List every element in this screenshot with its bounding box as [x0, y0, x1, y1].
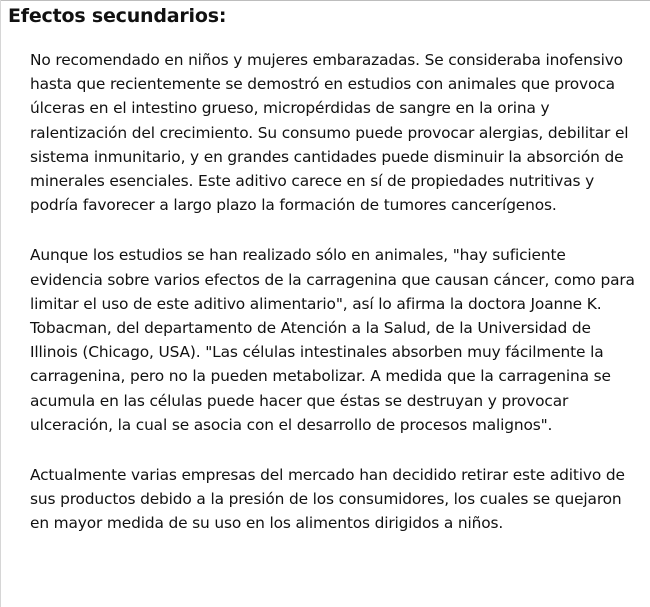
top-divider	[0, 0, 650, 1]
paragraph-companies: Actualmente varias empresas del mercado han decidido retirar este aditivo de sus productos debido a la presión de los consumidores, los cuales se quejaron en mayor medida de su uso en los alimentos dirigidos a niños.	[30, 466, 625, 533]
left-divider	[0, 0, 1, 607]
paragraph-studies-quote: Aunque los estudios se han realizado sólo en animales, "hay suficiente evidencia sobre varios efectos de la carragenina que causan cáncer, como para limitar el uso de este aditivo alimentario", así lo afirma la doctora Joanne K. Tobacman, del departamento de Atención a la Salud, de la Universidad de Illinois (Chicago, USA). "Las células intestinales absorben muy fácilmente la carragenina, pero no la pueden metabolizar. A medida que la carragenina se acumula en las células puede hacer que éstas se destruyan y provocar ulceración, la cual se asocia con el desarrollo de procesos malignos".	[30, 246, 635, 434]
section-heading: Efectos secundarios:	[8, 5, 227, 27]
paragraph-side-effects: No recomendado en niños y mujeres embarazadas. Se consideraba inofensivo hasta que recientemente se demostró en estudios con animales que provoca úlceras en el intestino grueso, micropérdidas de sangre en la orina y ralentización del crecimiento. Su consumo puede provocar alergias, debilitar el sistema inmunitario, y en grandes cantidades puede disminuir la absorción de minerales esenciales. Este aditivo carece en sí de propiedades nutritivas y podría favorecer a largo plazo la formación de tumores cancerígenos.	[30, 51, 629, 215]
article-body	[30, 48, 642, 562]
